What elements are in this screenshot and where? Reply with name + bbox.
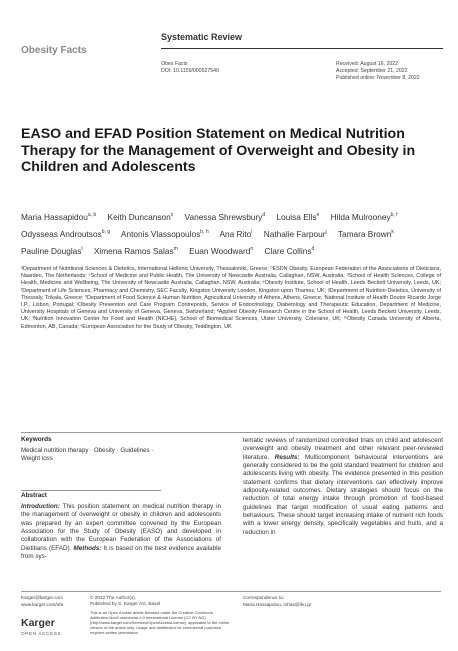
author-affiliation-mark: n <box>250 246 254 253</box>
publisher: Published by S. Karger AG, Basel <box>90 601 161 606</box>
footer-divider <box>21 591 441 592</box>
author-name: Ximena Ramos Salas <box>93 246 174 257</box>
author <box>264 246 314 256</box>
published-date: Published online: November 8, 2022 <box>336 75 420 81</box>
author <box>276 212 319 222</box>
author-name: Vanessa Shrewsbury <box>184 211 263 222</box>
author-affiliation-mark: m <box>173 246 178 253</box>
abstract-rule <box>21 490 161 491</box>
author <box>189 246 253 256</box>
author <box>331 212 398 222</box>
author-affiliation-mark: b, h <box>200 229 209 236</box>
author <box>21 246 83 256</box>
author <box>264 229 327 239</box>
methods-text-part1: It is based on the best evidence available from sys- <box>21 544 222 561</box>
correspondence-contact[interactable]: Maria Hassapidou, mhas@ihu.gr <box>243 601 312 607</box>
copyright: © 2022 The Author(s). <box>90 595 137 600</box>
author <box>94 246 178 256</box>
journal-short: Obes Facts <box>161 61 188 67</box>
abstract-column-1 <box>21 503 221 561</box>
author-affiliation-mark: b, g <box>101 229 111 236</box>
author-name: Hilda Mulrooney <box>330 211 391 222</box>
author-name: Tamara Brown <box>337 228 392 239</box>
author-name: Louisa Ells <box>276 211 317 222</box>
author-affiliation-mark: l <box>81 246 83 253</box>
author-affiliation-mark: d <box>311 246 315 253</box>
author-affiliation-mark: k <box>391 229 394 236</box>
license-text: This is an Open Access article licensed under the Creative Commons Attribution-NonCommercial-4.0 International License (CC BY-NC) (http://www.karger.com/Services/OpenAccessLicense), applicable to the online version of the article only. Usage and distribution for commercial purposes requires written permission. <box>90 610 230 635</box>
author-affiliation-mark: d <box>262 212 266 218</box>
author <box>108 212 174 222</box>
article-dates <box>336 61 420 82</box>
accepted-date: Accepted: September 21, 2022 <box>336 68 408 74</box>
results-label: Results: <box>274 453 305 461</box>
divider <box>21 432 441 433</box>
author-name: Ana Rito <box>219 228 252 239</box>
author-name: Nathalie Farpour <box>263 228 326 239</box>
author-list <box>21 208 439 260</box>
author-name: Antonis Vlassopoulos <box>120 228 201 239</box>
received-date: Received: August 16, 2022 <box>336 61 399 67</box>
author <box>21 212 96 222</box>
abstract-column-2 <box>243 437 443 537</box>
author-name: Clare Collins <box>264 246 312 257</box>
journal-name: Obesity Facts <box>21 45 87 56</box>
footer-license <box>90 595 230 635</box>
author <box>21 229 110 239</box>
author-affiliation-mark: b, f <box>390 212 398 218</box>
author-affiliation-mark: c <box>170 212 174 218</box>
results-text: Multicomponent behavioural interventions are generally considered to be the gold standard treatment for children and adolescents living with obesity. The evidence presented in this position statement confirms that dietary interventions can effectively improve adiposity-related outcomes. Dietary strategies should focus on the reduction of total energy intake through promotion of food-based guidelines that target modification of usual eating patterns and behaviours. These should target increasing intake of nutrient rich foods with a lower energy density, specifically vegetables and fruits, and a reduction in <box>243 453 444 536</box>
footer-email[interactable]: Karger@karger.com <box>21 595 64 600</box>
intro-label: Introduction: <box>21 503 63 510</box>
author-affiliation-mark: a, b <box>87 212 97 218</box>
doi[interactable]: DOI: 10.1159/000527540 <box>161 68 219 74</box>
article-title: EASO and EFAD Position Statement on Medical Nutrition Therapy for the Management of Overweight and Obesity in Children and Adolescents <box>21 126 416 175</box>
footer-correspondence <box>243 595 311 608</box>
author-name: Keith Duncanson <box>107 211 171 222</box>
footer-contact <box>21 595 63 608</box>
section-label: Systematic Review <box>161 32 243 42</box>
author <box>219 229 252 239</box>
methods-label: Methods: <box>73 544 104 552</box>
author-name: Euan Woodward <box>189 246 251 257</box>
article-meta <box>161 61 219 75</box>
author-name: Odysseas Androutsos <box>21 228 102 239</box>
abstract-heading: Abstract <box>21 492 47 499</box>
author-affiliation-mark: j <box>325 229 327 236</box>
author <box>338 229 394 239</box>
affiliations: ᵃDepartment of Nutritional Sciences & Dietetics, International Hellenic University, Thessaloniki, Greece; ᵇESDN Obesity, European Federation of the Associations of Dieticians, Naarden, The Netherlands; ᶜSchool of Medicine and Public Health, The University of Newcastle Australia, Callaghan, NSW, Australia; ᵈSchool of Health Sciences, College of Health, Medicine and Wellbeing, The University of Newcastle Australia, Callaghan, NSW, Australia; ᵉObesity Institute, School of Health, Leeds Beckett University, Leeds, UK; ᶠDepartment of Life Sciences, Pharmacy and Chemistry, SEC Faculty, Kingston University London, Kingston upon Thames, UK; ᵍDepartment of Nutrition-Dietetics, University of Thessaly, Trikala, Greece; ʰDepartment of Food Science & Human Nutrition, Agricultural University of Athens, Athens, Greece; ⁱNational Institute of Health Doutor Ricardo Jorge I.P., Lisbon, Portugal; ʲObesity Prevention and Care Program Contrepoids, Service of Endocrinology, Diabetology and Therapeutic Education, Department of Medicine, University Hospitals of Geneva and University of Geneva, Geneva, Switzerland; ᵏApplied Obesity Research Centre in the School of Health, Leeds Beckett University, Leeds, UK; ˡNutrition Innovation Center for Food and Health (NICHE), School of Biomedical Sciences, Ulster University, Coleraine, UK; ᵐObesity Canada University of Alberta, Edmonton, AB, Canada; ⁿEuropean Association for the Study of Obesity, Teddington, UK <box>21 266 441 330</box>
author-name: Pauline Douglas <box>21 246 82 257</box>
author <box>121 229 209 239</box>
author-name: Maria Hassapidou <box>21 211 88 222</box>
correspondence-label: Correspondence to: <box>243 595 285 600</box>
publisher-logo: Karger <box>21 617 55 629</box>
methods-text-part2: tematic reviews of randomized controlled trials on child and adolescent overweight and obesity treatment and other relevant peer-reviewed literature. <box>243 437 443 461</box>
open-access-label: OPEN ACCESS <box>21 631 62 636</box>
author-affiliation-mark: i <box>251 229 253 236</box>
author <box>185 212 266 222</box>
header-rule <box>161 48 443 49</box>
keywords-heading: Keywords <box>21 436 52 443</box>
footer-website[interactable]: www.karger.com/ofa <box>21 601 64 607</box>
author-affiliation-mark: e <box>316 212 320 218</box>
keywords-text: Medical nutrition therapy · Obesity · Guidelines · Weight loss <box>21 447 154 463</box>
intro-text: This position statement on medical nutrition therapy in the management of overweight or obesity in children and adolescents was prepared by an expert committee convened by the European Association for the Study of Obesity (EASO) and developed in collaboration with the European Federation of the Associations of Dietitians (EFAD). <box>21 503 221 552</box>
